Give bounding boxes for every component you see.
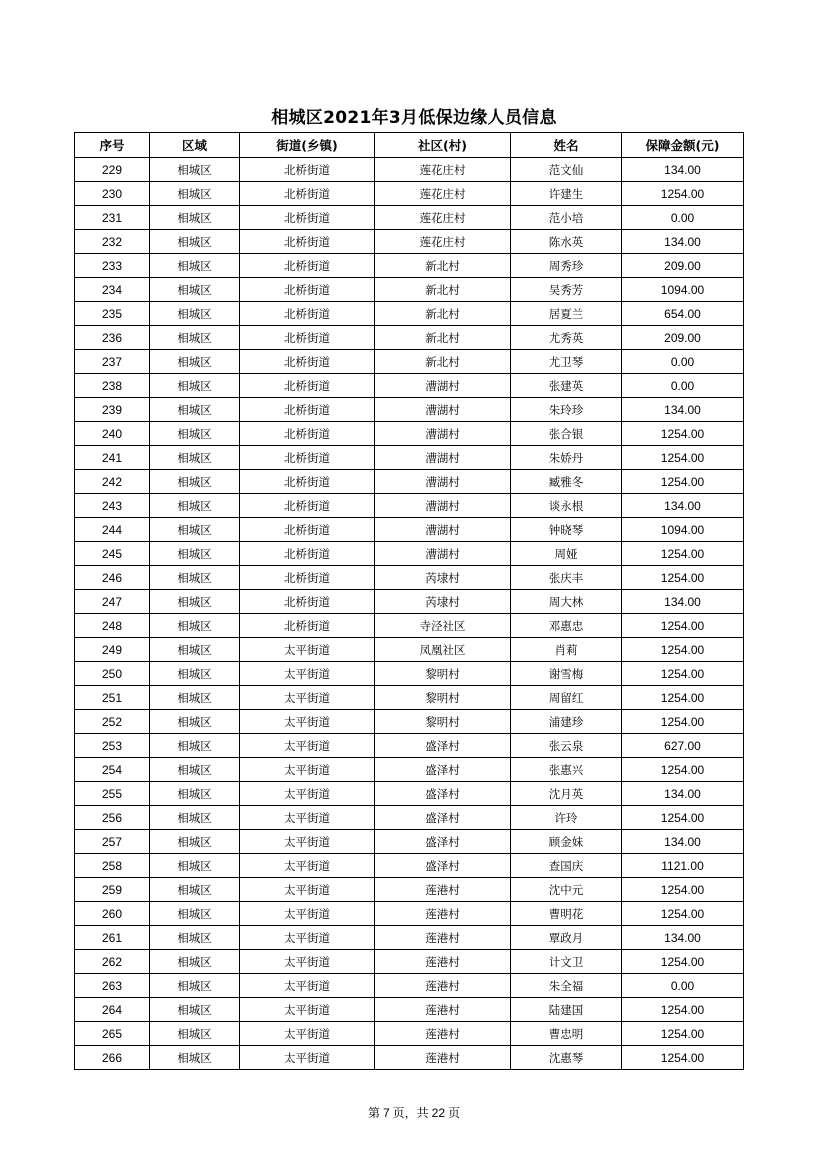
- table-row: [75, 182, 744, 206]
- cell-name: 张庆丰: [511, 566, 622, 590]
- cell-name: 范小培: [511, 206, 622, 230]
- cell-street: 太平街道: [240, 662, 375, 686]
- cell-name: 张建英: [511, 374, 622, 398]
- header-name: 姓名: [511, 133, 622, 158]
- cell-district: 相城区: [150, 494, 240, 518]
- header-amount: 保障金额(元): [622, 133, 744, 158]
- cell-district: 相城区: [150, 1046, 240, 1070]
- cell-index: 249: [75, 638, 150, 662]
- cell-amount: 209.00: [622, 326, 744, 350]
- cell-name: 曹忠明: [511, 1022, 622, 1046]
- cell-name: 范文仙: [511, 158, 622, 182]
- cell-amount: 1254.00: [622, 422, 744, 446]
- cell-street: 北桥街道: [240, 374, 375, 398]
- cell-street: 太平街道: [240, 950, 375, 974]
- cell-index: 241: [75, 446, 150, 470]
- cell-street: 北桥街道: [240, 206, 375, 230]
- cell-amount: 1254.00: [622, 878, 744, 902]
- cell-name: 周留红: [511, 686, 622, 710]
- table-row: [75, 950, 744, 974]
- cell-amount: 1254.00: [622, 686, 744, 710]
- table-row: [75, 254, 744, 278]
- cell-amount: 0.00: [622, 206, 744, 230]
- cell-community: 新北村: [375, 278, 511, 302]
- cell-district: 相城区: [150, 974, 240, 998]
- table-row: [75, 374, 744, 398]
- cell-amount: 0.00: [622, 350, 744, 374]
- cell-name: 朱全福: [511, 974, 622, 998]
- cell-street: 太平街道: [240, 686, 375, 710]
- table-row: [75, 902, 744, 926]
- cell-name: 朱娇丹: [511, 446, 622, 470]
- cell-district: 相城区: [150, 518, 240, 542]
- cell-street: 北桥街道: [240, 254, 375, 278]
- cell-street: 太平街道: [240, 638, 375, 662]
- cell-amount: 1254.00: [622, 710, 744, 734]
- cell-community: 盛泽村: [375, 806, 511, 830]
- cell-street: 北桥街道: [240, 182, 375, 206]
- cell-name: 臧雅冬: [511, 470, 622, 494]
- table-row: [75, 350, 744, 374]
- cell-name: 居夏兰: [511, 302, 622, 326]
- cell-community: 莲港村: [375, 1022, 511, 1046]
- cell-district: 相城区: [150, 374, 240, 398]
- table-row: [75, 206, 744, 230]
- cell-amount: 0.00: [622, 974, 744, 998]
- cell-amount: 1254.00: [622, 662, 744, 686]
- cell-name: 许建生: [511, 182, 622, 206]
- table-row: [75, 542, 744, 566]
- cell-community: 漕湖村: [375, 518, 511, 542]
- cell-name: 沈月英: [511, 782, 622, 806]
- cell-district: 相城区: [150, 662, 240, 686]
- cell-community: 芮埭村: [375, 590, 511, 614]
- cell-district: 相城区: [150, 566, 240, 590]
- cell-community: 莲花庄村: [375, 230, 511, 254]
- cell-amount: 1254.00: [622, 806, 744, 830]
- table-row: [75, 758, 744, 782]
- cell-district: 相城区: [150, 398, 240, 422]
- cell-district: 相城区: [150, 926, 240, 950]
- cell-name: 谢雪梅: [511, 662, 622, 686]
- cell-amount: 1254.00: [622, 1022, 744, 1046]
- cell-amount: 1254.00: [622, 758, 744, 782]
- cell-amount: 134.00: [622, 398, 744, 422]
- table-row: [75, 326, 744, 350]
- header-district: 区域: [150, 133, 240, 158]
- cell-index: 235: [75, 302, 150, 326]
- cell-amount: 134.00: [622, 782, 744, 806]
- table-row: [75, 158, 744, 182]
- cell-community: 莲港村: [375, 902, 511, 926]
- cell-street: 北桥街道: [240, 542, 375, 566]
- table-row: [75, 566, 744, 590]
- table-row: [75, 518, 744, 542]
- cell-street: 北桥街道: [240, 158, 375, 182]
- cell-name: 周大林: [511, 590, 622, 614]
- cell-index: 261: [75, 926, 150, 950]
- cell-name: 曹明花: [511, 902, 622, 926]
- footer-suffix: 页: [448, 1106, 461, 1120]
- footer-total-pages: 22: [431, 1106, 446, 1120]
- cell-community: 新北村: [375, 302, 511, 326]
- cell-district: 相城区: [150, 614, 240, 638]
- cell-name: 张合银: [511, 422, 622, 446]
- cell-name: 陆建国: [511, 998, 622, 1022]
- cell-index: 263: [75, 974, 150, 998]
- cell-name: 周秀珍: [511, 254, 622, 278]
- cell-community: 芮埭村: [375, 566, 511, 590]
- cell-amount: 134.00: [622, 230, 744, 254]
- cell-community: 黎明村: [375, 662, 511, 686]
- page-footer: [0, 1104, 828, 1121]
- cell-community: 盛泽村: [375, 734, 511, 758]
- cell-index: 260: [75, 902, 150, 926]
- cell-amount: 1254.00: [622, 470, 744, 494]
- cell-index: 234: [75, 278, 150, 302]
- header-community: 社区(村): [375, 133, 511, 158]
- cell-street: 太平街道: [240, 734, 375, 758]
- cell-name: 尤秀英: [511, 326, 622, 350]
- cell-amount: 134.00: [622, 590, 744, 614]
- cell-community: 漕湖村: [375, 470, 511, 494]
- cell-community: 漕湖村: [375, 542, 511, 566]
- cell-street: 北桥街道: [240, 518, 375, 542]
- cell-district: 相城区: [150, 350, 240, 374]
- cell-district: 相城区: [150, 806, 240, 830]
- cell-name: 张惠兴: [511, 758, 622, 782]
- cell-index: 248: [75, 614, 150, 638]
- document-title: 相城区2021年3月低保边缘人员信息: [271, 108, 557, 128]
- footer-middle: 页，共: [392, 1106, 429, 1120]
- cell-street: 太平街道: [240, 758, 375, 782]
- cell-street: 北桥街道: [240, 590, 375, 614]
- cell-index: 250: [75, 662, 150, 686]
- table-row: [75, 1022, 744, 1046]
- cell-amount: 627.00: [622, 734, 744, 758]
- cell-street: 太平街道: [240, 902, 375, 926]
- cell-district: 相城区: [150, 278, 240, 302]
- cell-district: 相城区: [150, 830, 240, 854]
- cell-index: 237: [75, 350, 150, 374]
- cell-index: 229: [75, 158, 150, 182]
- table-row: [75, 1046, 744, 1070]
- cell-district: 相城区: [150, 326, 240, 350]
- cell-index: 247: [75, 590, 150, 614]
- cell-amount: 1254.00: [622, 998, 744, 1022]
- cell-amount: 134.00: [622, 926, 744, 950]
- cell-community: 盛泽村: [375, 830, 511, 854]
- cell-community: 莲港村: [375, 878, 511, 902]
- cell-amount: 134.00: [622, 158, 744, 182]
- cell-street: 太平街道: [240, 878, 375, 902]
- low-income-table: [74, 132, 744, 1070]
- cell-index: 233: [75, 254, 150, 278]
- table-row: [75, 734, 744, 758]
- cell-district: 相城区: [150, 710, 240, 734]
- cell-district: 相城区: [150, 878, 240, 902]
- table-row: [75, 470, 744, 494]
- cell-amount: 1254.00: [622, 182, 744, 206]
- cell-name: 尤卫琴: [511, 350, 622, 374]
- table-row: [75, 782, 744, 806]
- cell-amount: 1254.00: [622, 638, 744, 662]
- cell-amount: 1254.00: [622, 950, 744, 974]
- cell-district: 相城区: [150, 182, 240, 206]
- cell-district: 相城区: [150, 686, 240, 710]
- cell-street: 北桥街道: [240, 614, 375, 638]
- cell-amount: 134.00: [622, 830, 744, 854]
- cell-street: 太平街道: [240, 782, 375, 806]
- cell-community: 莲花庄村: [375, 206, 511, 230]
- cell-community: 漕湖村: [375, 374, 511, 398]
- table-row: [75, 638, 744, 662]
- cell-index: 236: [75, 326, 150, 350]
- cell-index: 240: [75, 422, 150, 446]
- cell-amount: 0.00: [622, 374, 744, 398]
- cell-index: 265: [75, 1022, 150, 1046]
- table-row: [75, 710, 744, 734]
- cell-district: 相城区: [150, 758, 240, 782]
- cell-community: 漕湖村: [375, 494, 511, 518]
- cell-name: 周娅: [511, 542, 622, 566]
- cell-street: 太平街道: [240, 806, 375, 830]
- header-street: 街道(乡镇): [240, 133, 375, 158]
- cell-district: 相城区: [150, 638, 240, 662]
- cell-street: 太平街道: [240, 998, 375, 1022]
- cell-community: 盛泽村: [375, 782, 511, 806]
- cell-street: 太平街道: [240, 926, 375, 950]
- table-row: [75, 686, 744, 710]
- cell-amount: 1254.00: [622, 566, 744, 590]
- cell-community: 新北村: [375, 350, 511, 374]
- cell-district: 相城区: [150, 734, 240, 758]
- cell-amount: 134.00: [622, 494, 744, 518]
- cell-index: 246: [75, 566, 150, 590]
- cell-index: 252: [75, 710, 150, 734]
- cell-street: 北桥街道: [240, 326, 375, 350]
- cell-district: 相城区: [150, 854, 240, 878]
- cell-street: 北桥街道: [240, 470, 375, 494]
- cell-index: 257: [75, 830, 150, 854]
- cell-district: 相城区: [150, 230, 240, 254]
- cell-name: 吴秀芳: [511, 278, 622, 302]
- cell-name: 沈惠琴: [511, 1046, 622, 1070]
- cell-street: 北桥街道: [240, 566, 375, 590]
- table-row: [75, 446, 744, 470]
- cell-community: 漕湖村: [375, 398, 511, 422]
- cell-name: 计文卫: [511, 950, 622, 974]
- table-row: [75, 662, 744, 686]
- cell-district: 相城区: [150, 542, 240, 566]
- cell-index: 245: [75, 542, 150, 566]
- cell-index: 251: [75, 686, 150, 710]
- table-row: [75, 398, 744, 422]
- cell-index: 266: [75, 1046, 150, 1070]
- cell-street: 太平街道: [240, 854, 375, 878]
- cell-district: 相城区: [150, 254, 240, 278]
- cell-district: 相城区: [150, 1022, 240, 1046]
- cell-index: 243: [75, 494, 150, 518]
- header-index: 序号: [75, 133, 150, 158]
- cell-name: 浦建珍: [511, 710, 622, 734]
- cell-index: 232: [75, 230, 150, 254]
- cell-street: 太平街道: [240, 710, 375, 734]
- cell-street: 北桥街道: [240, 422, 375, 446]
- cell-community: 新北村: [375, 326, 511, 350]
- cell-amount: 1094.00: [622, 278, 744, 302]
- cell-index: 242: [75, 470, 150, 494]
- cell-name: 沈中元: [511, 878, 622, 902]
- table-row: [75, 494, 744, 518]
- cell-district: 相城区: [150, 158, 240, 182]
- cell-index: 238: [75, 374, 150, 398]
- cell-amount: 654.00: [622, 302, 744, 326]
- cell-index: 256: [75, 806, 150, 830]
- cell-community: 莲港村: [375, 974, 511, 998]
- cell-name: 邓惠忠: [511, 614, 622, 638]
- cell-community: 盛泽村: [375, 758, 511, 782]
- cell-amount: 1254.00: [622, 542, 744, 566]
- cell-amount: 1121.00: [622, 854, 744, 878]
- cell-street: 太平街道: [240, 974, 375, 998]
- cell-index: 255: [75, 782, 150, 806]
- cell-amount: 1094.00: [622, 518, 744, 542]
- cell-name: 谈永根: [511, 494, 622, 518]
- cell-district: 相城区: [150, 422, 240, 446]
- table-row: [75, 614, 744, 638]
- cell-district: 相城区: [150, 446, 240, 470]
- table-row: [75, 230, 744, 254]
- cell-community: 黎明村: [375, 686, 511, 710]
- cell-index: 264: [75, 998, 150, 1022]
- cell-community: 莲花庄村: [375, 158, 511, 182]
- table-row: [75, 590, 744, 614]
- table-row: [75, 974, 744, 998]
- cell-name: 张云泉: [511, 734, 622, 758]
- cell-street: 北桥街道: [240, 278, 375, 302]
- cell-index: 231: [75, 206, 150, 230]
- table-row: [75, 926, 744, 950]
- cell-amount: 209.00: [622, 254, 744, 278]
- cell-community: 黎明村: [375, 710, 511, 734]
- cell-district: 相城区: [150, 902, 240, 926]
- cell-street: 太平街道: [240, 1022, 375, 1046]
- cell-index: 230: [75, 182, 150, 206]
- cell-index: 253: [75, 734, 150, 758]
- cell-index: 244: [75, 518, 150, 542]
- cell-community: 莲港村: [375, 950, 511, 974]
- cell-street: 太平街道: [240, 1046, 375, 1070]
- cell-district: 相城区: [150, 302, 240, 326]
- table-row: [75, 422, 744, 446]
- cell-district: 相城区: [150, 206, 240, 230]
- cell-district: 相城区: [150, 998, 240, 1022]
- cell-district: 相城区: [150, 590, 240, 614]
- cell-district: 相城区: [150, 950, 240, 974]
- cell-name: 钟晓琴: [511, 518, 622, 542]
- footer-prefix: 第: [367, 1106, 380, 1120]
- cell-name: 许玲: [511, 806, 622, 830]
- cell-street: 北桥街道: [240, 446, 375, 470]
- cell-name: 朱玲珍: [511, 398, 622, 422]
- cell-index: 258: [75, 854, 150, 878]
- cell-name: 查国庆: [511, 854, 622, 878]
- cell-community: 凤凰社区: [375, 638, 511, 662]
- cell-name: 覃政月: [511, 926, 622, 950]
- cell-community: 漕湖村: [375, 446, 511, 470]
- table-row: [75, 302, 744, 326]
- table-row: [75, 830, 744, 854]
- table-row: [75, 806, 744, 830]
- table-row: [75, 278, 744, 302]
- cell-district: 相城区: [150, 470, 240, 494]
- cell-community: 新北村: [375, 254, 511, 278]
- cell-community: 寺泾社区: [375, 614, 511, 638]
- cell-community: 莲港村: [375, 998, 511, 1022]
- cell-community: 莲花庄村: [375, 182, 511, 206]
- cell-street: 北桥街道: [240, 230, 375, 254]
- cell-district: 相城区: [150, 782, 240, 806]
- cell-amount: 1254.00: [622, 614, 744, 638]
- cell-street: 北桥街道: [240, 350, 375, 374]
- cell-street: 北桥街道: [240, 398, 375, 422]
- footer-page-number: 7: [382, 1106, 390, 1120]
- cell-index: 259: [75, 878, 150, 902]
- cell-amount: 1254.00: [622, 902, 744, 926]
- table-row: [75, 998, 744, 1022]
- cell-index: 239: [75, 398, 150, 422]
- cell-amount: 1254.00: [622, 446, 744, 470]
- cell-amount: 1254.00: [622, 1046, 744, 1070]
- cell-index: 262: [75, 950, 150, 974]
- table-row: [75, 854, 744, 878]
- cell-community: 盛泽村: [375, 854, 511, 878]
- cell-name: 陈水英: [511, 230, 622, 254]
- cell-index: 254: [75, 758, 150, 782]
- table-body: [75, 158, 744, 1070]
- cell-community: 漕湖村: [375, 422, 511, 446]
- cell-street: 北桥街道: [240, 302, 375, 326]
- table-row: [75, 878, 744, 902]
- cell-name: 肖莉: [511, 638, 622, 662]
- cell-street: 太平街道: [240, 830, 375, 854]
- cell-name: 顾金妹: [511, 830, 622, 854]
- cell-community: 莲港村: [375, 926, 511, 950]
- table-header-row: [75, 133, 744, 158]
- cell-community: 莲港村: [375, 1046, 511, 1070]
- cell-street: 北桥街道: [240, 494, 375, 518]
